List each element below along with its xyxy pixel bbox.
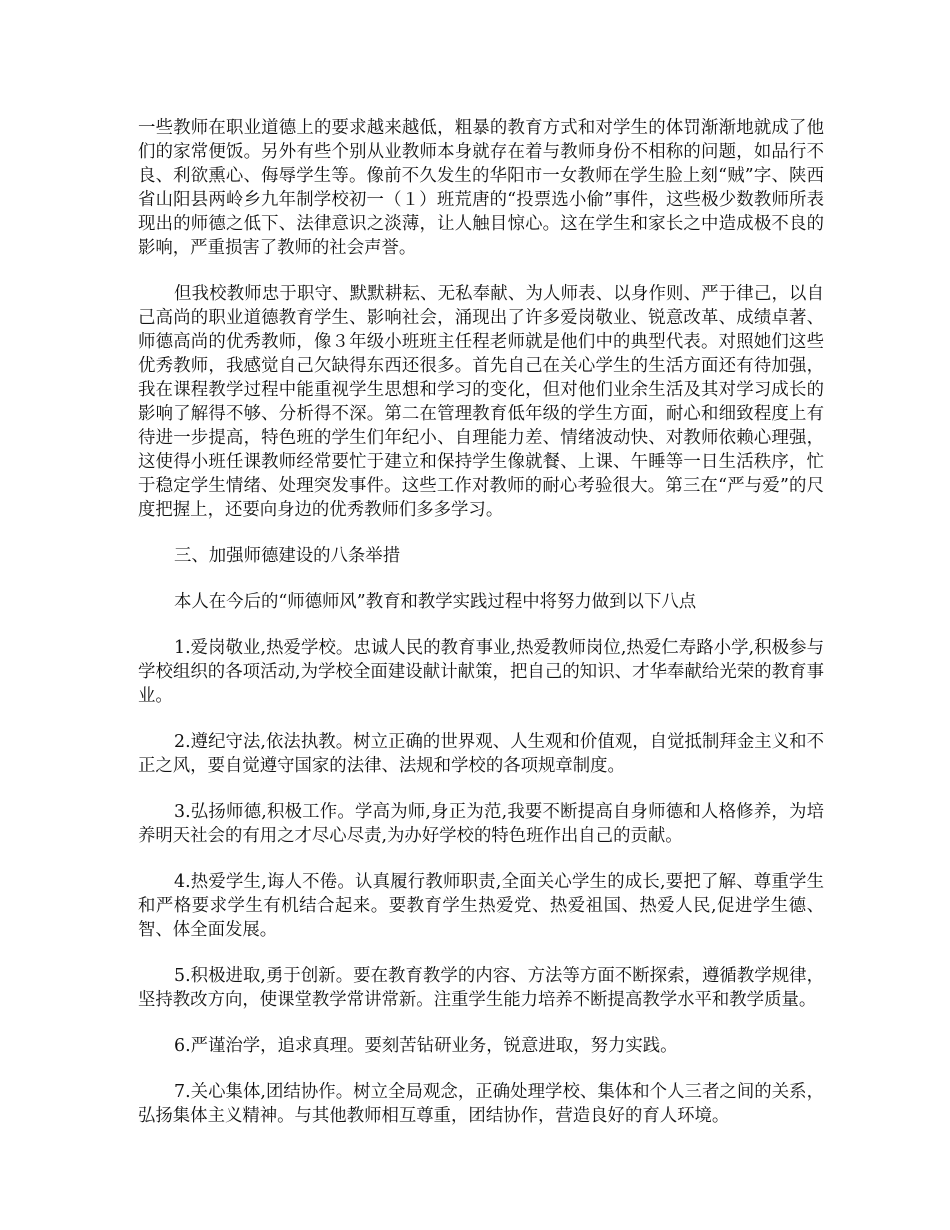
list-item-2: 2.遵纪守法,依法执教。树立正确的世界观、人生观和价值观，自觉抵制拜金主义和不正之风，要自觉遵守国家的法律、法规和学校的各项规章制度。	[138, 732, 824, 776]
list-item-6: 6.严谨治学，追求真理。要刻苦钻研业务，锐意进取，努力实践。	[174, 1036, 678, 1056]
intro-paragraph: 本人在今后的“师德师风”教育和教学实践过程中将努力做到以下八点	[174, 592, 697, 612]
section-heading: 三、加强师德建设的八条举措	[174, 546, 401, 566]
list-item-3: 3.弘扬师德,积极工作。学高为师,身正为范,我要不断提高自身师德和人格修养，为培养明天社会的有用之才尽心尽责,为办好学校的特色班作出自己的贡献。	[138, 802, 824, 846]
list-item-7: 7.关心集体,团结协作。树立全局观念，正确处理学校、集体和个人三者之间的关系，弘扬集体主义精神。与其他教师相互尊重，团结协作，营造良好的育人环境。	[138, 1082, 824, 1126]
list-item-4: 4.热爱学生,诲人不倦。认真履行教师职责,全面关心学生的成长,要把了解、尊重学生和严格要求学生有机结合起来。要教育学生热爱党、热爱祖国、热爱人民,促进学生德、智、体全面发展。	[138, 872, 824, 940]
document-page	[138, 116, 824, 1150]
list-item-5: 5.积极进取,勇于创新。要在教育教学的内容、方法等方面不断探索，遵循教学规律，坚持教改方向，使课堂教学常讲常新。注重学生能力培养不断提高教学水平和教学质量。	[138, 966, 824, 1010]
body-paragraph: 一些教师在职业道德上的要求越来越低，粗暴的教育方式和对学生的体罚渐渐地就成了他们的家常便饭。另外有些个别从业教师本身就存在着与教师身份不相称的问题，如品行不良、利欲熏心、侮辱学生等。像前不久发生的华阳市一女教师在学生脸上刻“贼”字、陕西省山阳县两岭乡九年制学校初一（１）班荒唐的“投票选小偷”事件，这些极少数教师所表现出的师德之低下、法律意识之淡薄，让人触目惊心。这在学生和家长之中造成极不良的影响，严重损害了教师的社会声誉。	[138, 118, 824, 258]
list-item-1: 1.爱岗敬业,热爱学校。忠诚人民的教育事业,热爱教师岗位,热爱仁寿路小学,积极参与学校组织的各项活动,为学校全面建设献计献策，把自己的知识、才华奉献给光荣的教育事业。	[138, 638, 824, 706]
body-paragraph: 但我校教师忠于职守、默默耕耘、无私奉献、为人师表、以身作则、严于律己，以自己高尚的职业道德教育学生、影响社会，涌现出了许多爱岗敬业、锐意改革、成绩卓著、师德高尚的优秀教师，像３年级小班班主任程老师就是他们中的典型代表。对照她们这些优秀教师，我感觉自己欠缺得东西还很多。首先自己在关心学生的生活方面还有待加强，我在课程教学过程中能重视学生思想和学习的变化，但对他们业余生活及其对学习成长的影响了解得不够、分析得不深。第二在管理教育低年级的学生方面，耐心和细致程度上有待进一步提高，特色班的学生们年纪小、自理能力差、情绪波动快、对教师依赖心理强，这使得小班任课教师经常要忙于建立和保持学生像就餐、上课、午睡等一日生活秩序，忙于稳定学生情绪、处理突发事件。这些工作对教师的耐心考验很大。第三在“严与爱”的尺度把握上，还要向身边的优秀教师们多多学习。	[138, 284, 824, 520]
